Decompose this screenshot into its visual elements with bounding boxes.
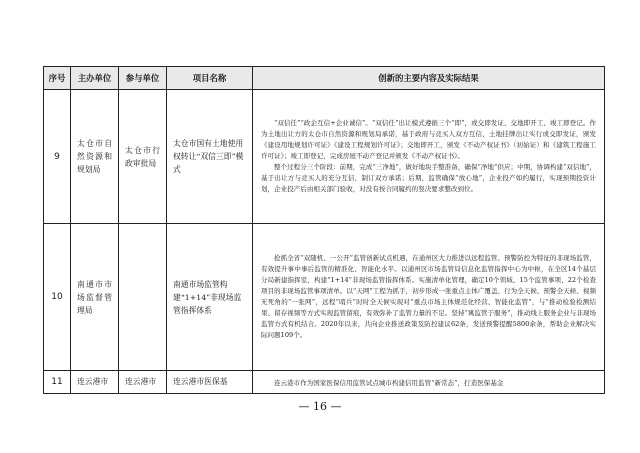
page-number: — 16 — bbox=[298, 400, 342, 413]
row-number: 9 bbox=[44, 90, 71, 224]
row-participant-unit bbox=[119, 224, 167, 371]
header-participant-unit: 参与单位 bbox=[119, 67, 167, 90]
row-project-name: 南通市场监管构建“1+14”非现场监管指挥体系 bbox=[167, 224, 253, 371]
row-content bbox=[253, 90, 605, 224]
content-paragraph: 抢抓全省“双随机、一公开”监管创新试点机遇，在通州区大力推进以远程监管、预警防控为特征的非现场监管，有效提升事中事后监管的精准化、智能化水平。以通州区市场监管局信息化监管指挥中心为中枢，在全区14个基层分局新建指挥室，构建“1+14”非现场监管指挥体系。实施清单化管理，确定10个领域、15个监管事项、22个检查项目的非现场监管事项清单。以“天网”工程为抓手，初步形成一张重点主体广覆盖、行为全天候、预警全天候、视频无死角的“一张网”，远程“哨兵”时时全天候实现对“重点市场主体规范化经营、智能化监管”，与“推动检验检测结果、留存视频等方式实现监管留痕，有效弥补了监管力量的不足。坚持“寓监管于服务”，推动线上服务企业与非现场监管方式有机结合。2020年以来，共向企业推送政策及防控建议62条，发送预警提醒5800余条，帮助企业解决实际问题109个。 bbox=[261, 254, 596, 339]
table-header-row bbox=[44, 67, 605, 90]
row-host-unit: 南通市市场监督管理局 bbox=[71, 224, 119, 371]
row-host-unit: 连云港市 bbox=[71, 371, 119, 394]
table-row bbox=[44, 371, 605, 394]
header-number: 序号 bbox=[44, 67, 71, 90]
row-participant-unit: 太仓市行政审批局 bbox=[119, 90, 167, 224]
row-content bbox=[253, 224, 605, 371]
header-content: 创新的主要内容及实际结果 bbox=[253, 67, 605, 90]
row-participant-unit: 连云港市 bbox=[119, 371, 167, 394]
innovation-table bbox=[43, 66, 605, 394]
content-paragraph: “双信任”“政企互信+企业诚信”。“双信任”出让模式遵循三个“即”，或交即发证、交地即开工、竣工即登记。作为土地出让方的太仓市自然资源和规划局承诺，基于政府与竞买人双方互信，土地挂牌出让实行或交即发证，颁发《建设用地规划许可证》《建设工程规划许可证》；交地即开工，颁发《不动产权证书》（初始证）和《建筑工程施工许可证》；竣工即登记，完成房屋不动产登记并颁发《不动产权证书》。 bbox=[261, 119, 596, 161]
row-content bbox=[253, 371, 605, 394]
row-project-name: 太仓市国有土地使用权转让“双信三即”模式 bbox=[167, 90, 253, 224]
row-number: 11 bbox=[44, 371, 71, 394]
row-host-unit: 太仓市自然资源和规划局 bbox=[71, 90, 119, 224]
row-project-name: 连云港市医保基 bbox=[167, 371, 253, 394]
content-paragraph: 连云港市作为国家医保信用监管试点城市构建信用监管“新常态”，打造医保基金 bbox=[274, 378, 504, 387]
content-paragraph: 整个过程分三个阶段：前期，完成“三净地”，做好地块手整准备，确保“净地”供应；中期，协调构建“双信地”，基于出让方与竞买人的充分互信，制订双方承诺；后期，监管确保“放心地”，企业投产如约履行，实现预期投资计划，企业投产后由相关部门验收，对没有按合同履约的竖决要求整改到位。 bbox=[261, 162, 596, 193]
header-host-unit: 主办单位 bbox=[71, 67, 119, 90]
header-project-name: 项目名称 bbox=[167, 67, 253, 90]
table-row bbox=[44, 90, 605, 224]
table-row bbox=[44, 224, 605, 371]
row-number: 10 bbox=[44, 224, 71, 371]
